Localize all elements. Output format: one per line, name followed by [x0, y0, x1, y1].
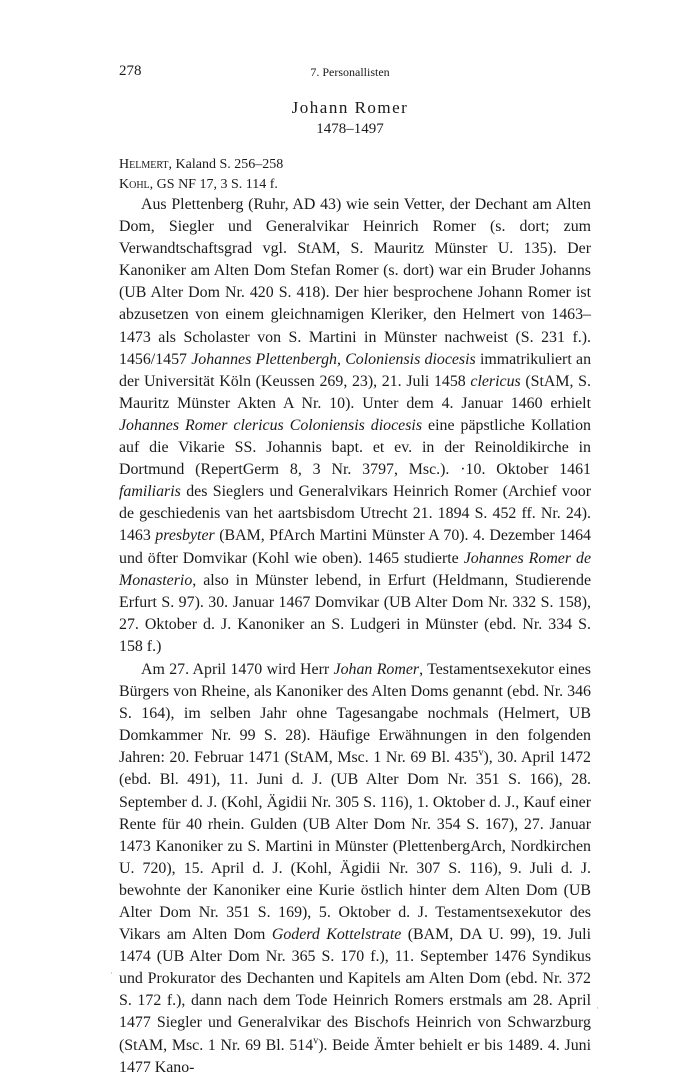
paragraph [119, 659, 591, 1079]
references [119, 155, 589, 195]
text-run: ), 30. April 1472 (ebd. Bl. 491), 11. Juni d. J. (UB Alter Dom Nr. 351 S. 166), 28. September d. J. (Kohl, Ägidii Nr. 305 S. 116), 1. Oktober d. J., Kauf einer Rente für 40 rhein. Gulden (UB Alter Dom Nr. 354 S. 167), 27. Januar 1473 Kanoniker zu S. Martini in Münster (PlettenbergArch, Nordkirchen U. 720), 15. April d. J. (Kohl, Ägidii Nr. 307 S. 116), 9. Juli d. J. bewohnte der Kanoniker eine Kurie östlich hinter dem Alten Dom (UB Alter Dom Nr. 351 S. 169), 5. Oktober d. J. Testamentsexekutor des Vikars am Alten Dom [119, 749, 591, 944]
text-run: (BAM, PfArch Martini Münster A 70). 4. Dezember 1464 und öfter Domvikar (Kohl wie oben). 1465 studierte [119, 527, 591, 567]
reference-detail: , Kaland S. 256–258 [168, 157, 284, 172]
scan-speck: · [110, 968, 113, 978]
italic-citation: Goderd Kottelstrate [271, 926, 402, 944]
italic-citation: Johannes Romer clericus Coloniensis diocesis [119, 416, 423, 434]
text-run: ). Beide Ämter behielt er bis 1489. 4. Juni 1477 Kano- [119, 1036, 591, 1076]
text-run: eine päpstliche Kollation auf die Vikarie SS. Johannis bapt. et ev. in der Reinoldikirche in Dortmund (RepertGerm 8, 3 Nr. 3797, Msc.). ·10. Oktober 1461 [119, 416, 591, 479]
page-number: 278 [119, 63, 142, 79]
superscript: v [313, 1035, 319, 1047]
reference-detail: , GS NF 17, 3 S. 114 f. [149, 177, 278, 192]
italic-citation: Johannes Plettenbergh, Coloniensis diocesis [191, 350, 476, 368]
scan-speck: · [596, 1003, 599, 1013]
entry-name: Johann Romer [291, 98, 409, 117]
text-run: (BAM, DA U. 99), 19. Juli 1474 (UB Alter Dom Nr. 365 S. 170 f.), 11. September 1476 Syndikus und Prokurator des Dechanten und Kapitels am Alten Dom (ebd. Nr. 372 S. 172 f.), dann nach dem Tode Heinrich Romers erstmals am 28. April 1477 Siegler und Generalvikar des Bischofs Heinrich von Schwarzburg (StAM, Msc. 1 Nr. 69 Bl. 514 [119, 926, 591, 1054]
entry-years: 1478–1497 [316, 121, 384, 137]
italic-citation: Johan Romer [333, 660, 420, 678]
text-run: (StAM, S. Mauritz Münster Akten A Nr. 10). Unter dem 4. Januar 1460 erhielt [119, 372, 591, 412]
italic-citation: Johannes Romer de Monasterio [119, 549, 592, 589]
running-head: 7. Personallisten [310, 65, 390, 79]
reference-line [119, 155, 589, 175]
reference-line [119, 175, 589, 195]
text-run: Am 27. April 1470 wird Herr [141, 660, 334, 678]
text-run: , Testamentsexekutor eines Bürgers von Rheine, als Kanoniker des Alten Doms genannt (ebd. Nr. 346 S. 164), im selben Jahr ohne Tagesangabe nochmals (Helmert, UB Domkammer Nr. 99 S. 28). Häufige Erwähnungen in den folgenden Jahren: 20. Februar 1471 (StAM, Msc. 1 Nr. 69 Bl. 435 [119, 660, 591, 767]
italic-citation: presbyter [155, 527, 215, 545]
superscript: v [478, 748, 484, 760]
text-run: Aus Plettenberg (Ruhr, AD 43) wie sein Vetter, der Dechant am Alten Dom, Siegler und Generalvikar Heinrich Romer (s. dort; zum Verwandtschaftsgrad vgl. StAM, S. Mauritz Münster U. 135). Der Kanoniker am Alten Dom Stefan Romer (s. dort) war ein Bruder Johanns (UB Alter Dom Nr. 420 S. 418). Der hier besprochene Johann Romer ist abzusetzen von einem gleichnamigen Kleriker, den Helmert von 1463–1473 als Scholaster von S. Martini in Münster nachweist (S. 231 f.). 1456/1457 [119, 196, 591, 368]
body-text [119, 194, 591, 1079]
text-run: , also in Münster lebend, in Erfurt (Heldmann, Studierende Erfurt S. 97). 30. Januar 1467 Domvikar (UB Alter Dom Nr. 332 S. 158), 27. Oktober d. J. Kanoniker an S. Ludgeri in Münster (ebd. Nr. 334 S. 158 f.) [119, 571, 591, 655]
reference-author: Kohl [119, 177, 150, 192]
italic-citation: clericus [470, 372, 521, 390]
italic-citation: familiaris [119, 483, 181, 501]
reference-author: Helmert [119, 157, 169, 172]
text-run: immatrikuliert an der Universität Köln (Keussen 269, 23), 21. Juli 1458 [119, 350, 592, 390]
text-run: des Sieglers und Generalvikars Heinrich Romer (Archief voor de geschiedenis van het aartsbisdom Utrecht 21. 1894 S. 452 ff. Nr. 24). 1463 [119, 483, 591, 545]
paragraph [119, 194, 591, 658]
